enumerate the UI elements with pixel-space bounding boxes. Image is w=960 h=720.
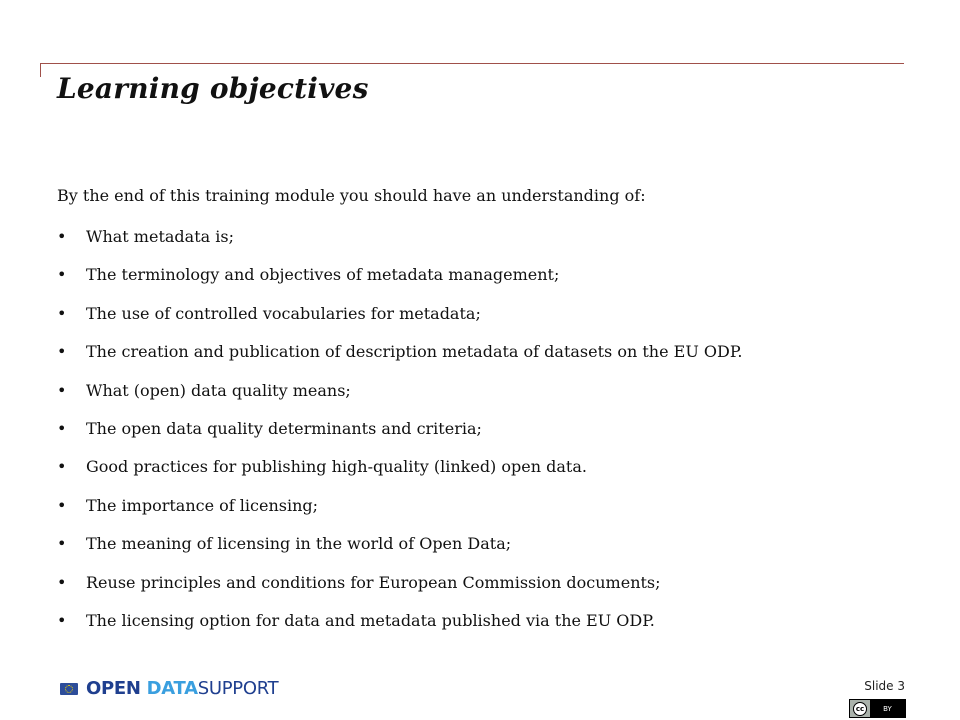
objective-text: Good practices for publishing high-quality (linked) open data. xyxy=(86,457,587,477)
objective-text: The use of controlled vocabularies for metadata; xyxy=(86,303,481,323)
logo-wordmark xyxy=(86,678,278,700)
bullet-icon: • xyxy=(57,610,67,630)
bullet-icon: • xyxy=(57,265,67,285)
objective-text: The creation and publication of description metadata of datasets on the EU ODP. xyxy=(86,342,743,362)
bullet-icon: • xyxy=(57,534,67,554)
bullet-icon: • xyxy=(57,303,67,323)
objective-text: What metadata is; xyxy=(86,227,234,246)
bullet-icon: • xyxy=(57,380,67,400)
creative-commons-by-icon xyxy=(849,699,906,718)
bullet-icon: • xyxy=(57,418,67,438)
objective-text: The open data quality determinants and criteria; xyxy=(86,418,482,438)
slide-number: Slide 3 xyxy=(864,679,905,693)
objective-text: The importance of licensing; xyxy=(86,495,319,515)
objective-text: The meaning of licensing in the world of Open Data; xyxy=(86,534,512,554)
intro-text: By the end of this training module you should have an understanding of: xyxy=(57,186,646,205)
objective-text: The licensing option for data and metadata published via the EU ODP. xyxy=(86,610,655,630)
logo-support-text: SUPPORT xyxy=(197,678,279,699)
header-rule xyxy=(40,63,904,64)
by-icon: BY xyxy=(870,700,905,717)
objective-text: Reuse principles and conditions for European Commission documents; xyxy=(86,572,661,592)
objective-text: The terminology and objectives of metadata management; xyxy=(86,265,560,285)
bullet-icon: • xyxy=(57,227,67,246)
objective-text: What (open) data quality means; xyxy=(86,380,351,400)
bullet-icon: • xyxy=(57,342,67,362)
bullet-icon: • xyxy=(57,572,67,592)
open-data-support-logo xyxy=(60,678,278,700)
bullet-icon: • xyxy=(57,495,67,515)
logo-open-text: OPEN xyxy=(86,678,141,699)
logo-data-text: DATA xyxy=(146,678,198,699)
header-rule-tick xyxy=(40,63,41,77)
cc-icon: cc xyxy=(853,702,867,716)
eu-flag-icon xyxy=(60,683,78,695)
slide-title: Learning objectives xyxy=(57,72,369,105)
bullet-icon: • xyxy=(57,457,67,477)
